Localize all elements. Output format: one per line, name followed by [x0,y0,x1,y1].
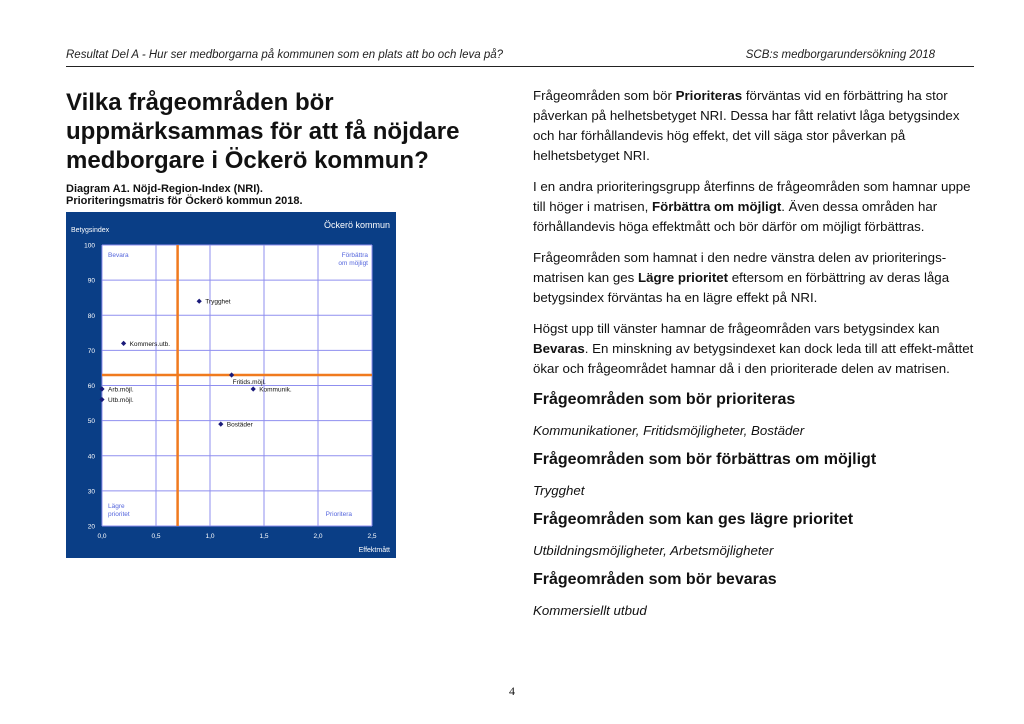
header-divider [66,66,974,67]
y-axis-label: Betygsindex [71,227,110,234]
data-label-1: Kommers.utb. [129,340,171,348]
running-header-right: SCB:s medborgarundersökning 2018 [745,49,935,61]
paragraph-lagre-prioritet: Frågeområden som hamnat i den nedre vänstra delen av prioriterings-matrisen kan ges Lägre prioritet eftersom en förbättring av deras låga betygsindex förväntas ha en lägre effekt på NRI. [533,250,950,305]
chart-svg [66,212,396,558]
quadrant-label-bevara: Bevara [108,252,129,259]
x-tick-label-5: 2,5 [367,533,377,540]
data-label-2: Fritids.möjl. [232,378,266,386]
quadrant-label-forbattra: Förbättra om möjligt [338,252,368,267]
data-label-3: Kommunik. [259,386,292,394]
section-items-prioriteras: Kommunikationer, Fritidsmöjligheter, Bostäder [533,423,805,438]
paragraph-forbattra: I en andra prioriteringsgrupp återfinns de frågeområden som hamnar uppe till höger i matrisen, Förbättra om möjligt. Även dessa områden har förhållandevis höga effektmått och bör därför om möjligt förbättras. [533,179,971,234]
data-label-6: Bostäder [226,421,253,429]
paragraph-prioritera: Frågeområden som bör Prioriteras förväntas vid en förbättring ha stor påverkan på helhetsbetyget NRI. Dessa har fått relativt låga betygsindex och har förhållandevis hög effekt, det vill säga stor påverkan på helhetsbetyget NRI. [533,88,960,163]
x-tick-label-3: 1,5 [259,533,269,540]
section-items-lagre-prioritet: Utbildningsmöjligheter, Arbetsmöjligheter [533,543,774,558]
section-heading-forbattras: Frågeområden som bör förbättras om möjligt [533,451,877,468]
diagram-caption [66,183,466,207]
y-tick-label-0: 20 [87,523,95,531]
section-heading-prioriteras: Frågeområden som bör prioriteras [533,391,796,408]
running-header-left: Resultat Del A - Hur ser medborgarna på kommunen som en plats att bo och leva på? [66,49,504,61]
section-heading-lagre-prioritet: Frågeområden som kan ges lägre prioritet [533,511,854,528]
priority-matrix-chart [66,212,396,558]
right-column [533,86,979,630]
x-tick-label-4: 2,0 [313,533,323,540]
y-tick-label-7: 90 [87,277,95,285]
y-tick-label-3: 50 [87,418,95,426]
section-items-forbattras: Trygghet [533,483,585,498]
section-heading-bevaras: Frågeområden som bör bevaras [533,571,777,588]
paragraph-bevara: Högst upp till vänster hamnar de frågeområden vars betygsindex kan Bevaras. En minskning av betygsindexet kan dock leda till att effekt-måttet ökar och frågeområdet hamnar då i den prioriterade delen av matrisen. [533,321,974,376]
data-label-5: Utb.möjl. [108,397,134,405]
y-tick-label-4: 60 [87,383,95,390]
data-label-0: Trygghet [205,298,231,306]
x-tick-label-1: 0,5 [151,533,161,540]
y-tick-label-5: 70 [87,347,95,355]
quadrant-label-lagre-prioritet: Lägre prioritet [108,503,130,518]
y-tick-label-6: 80 [87,312,95,320]
x-axis-label: Effektmått [358,547,390,554]
x-tick-label-2: 1,0 [205,533,215,540]
x-tick-label-0: 0,0 [97,533,107,540]
y-tick-label-2: 40 [87,453,95,461]
y-tick-label-8: 100 [84,242,95,250]
caption-line-2: Prioriteringsmatris för Öckerö kommun 2018. [66,195,303,207]
y-tick-label-1: 30 [87,488,95,496]
caption-line-1: Diagram A1. Nöjd-Region-Index (NRI). [66,183,263,195]
page-number: 4 [509,684,515,698]
page-title: Vilka frågeområden bör uppmärksammas för att få nöjdare medborgare i Öckerö kommun? [66,89,460,174]
chart-title: Öckerö kommun [323,220,390,230]
quadrant-label-prioritera: Prioritera [325,511,352,518]
data-label-4: Arb.möjl. [108,386,134,394]
section-items-bevaras: Kommersiellt utbud [533,603,647,618]
